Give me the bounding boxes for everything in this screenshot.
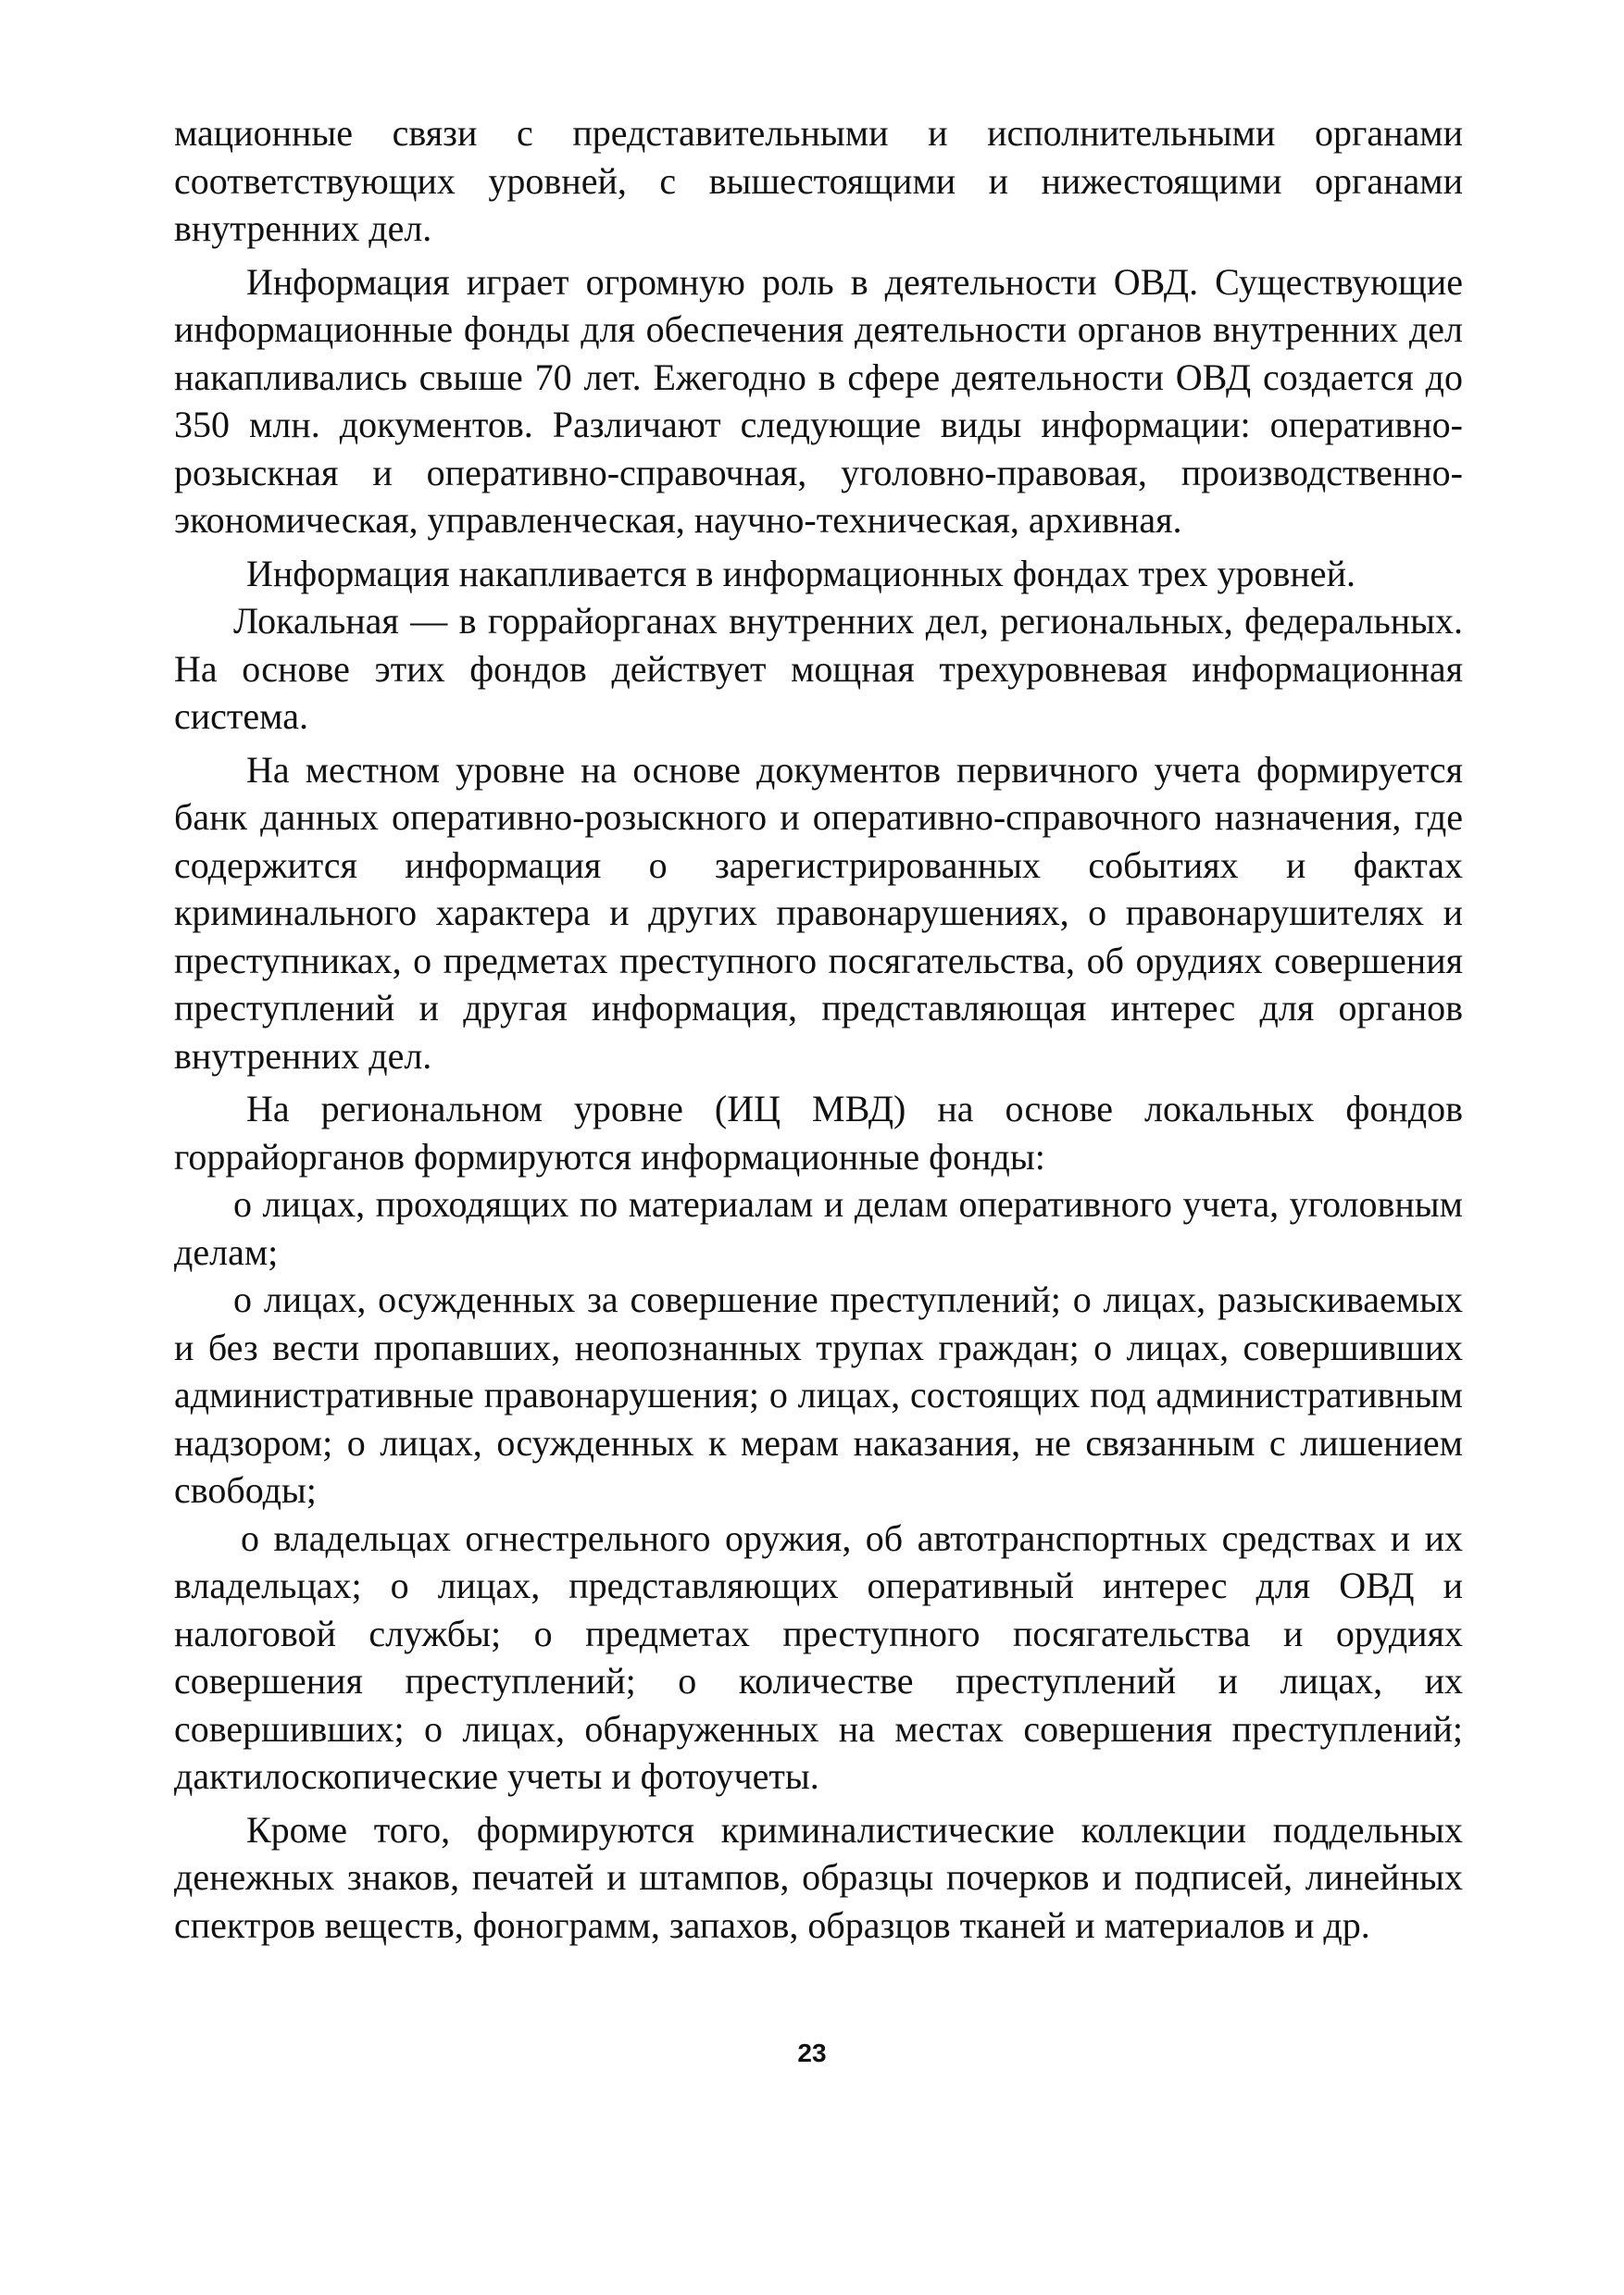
paragraph: Информация накапливается в информационных фондах трех уровней. — [246, 552, 1355, 594]
body-text — [174, 109, 1463, 1949]
paragraph: Информация играет огромную роль в деятельности ОВД. Существующие информационные фонды для обеспечения деятельности органов внутренних дел накапливались свыше 70 лет. Ежегодно в сфере деятельности ОВД создается до 350 млн. документов. Различают следующие виды информации: оперативно-розыскная и оперативно-справочная, уголовно-правовая, производственно-экономическая, управленческая, научно-техническая, архивная. — [174, 260, 1463, 541]
paragraph: На местном уровне на основе документов первичного учета формируется банк данных оперативно-розыскного и оперативно-справочного назначения, где содержится информация о зарегистрированных событиях и фактах криминального характера и других правонарушениях, о правонарушителях и преступниках, о предметах преступного посягательства, об орудиях совершения преступлений и другая информация, представляющая интерес для органов внутренних дел. — [174, 748, 1463, 1077]
page-number: 23 — [797, 2039, 827, 2067]
list-item: о лицах, проходящих по материалам и делам оперативного учета, уголовным делам; — [174, 1183, 1463, 1273]
list-item: о владельцах огнестрельного оружия, об автотранспортных средствах и их владельцах; о лицах, представляющих оперативный интерес для ОВД и налоговой службы; о предметах преступного посягательства и орудиях совершения преступлений; о количестве преступлений и лицах, их совершивших; о лицах, обнаруженных на местах совершения преступлений; дактилоскопические учеты и фотоучеты. — [174, 1516, 1463, 1797]
paragraph: На региональном уровне (ИЦ МВД) на основе локальных фондов горрайорганов формируются информационные фонды: — [174, 1088, 1463, 1178]
paragraph: Локальная — в горрайорганах внутренних дел, региональных, федеральных. На основе этих фондов действует мощная трехуровневая информационная система. — [174, 600, 1463, 737]
paragraph: Кроме того, формируются криминалистические коллекции поддельных денежных знаков, печатей и штампов, образцы почерков и подписей, линейных спектров веществ, фонограмм, запахов, образцов тканей и материалов и др. — [174, 1808, 1463, 1946]
paragraph: мационные связи с представительными и исполнительными органами соответствующих уровней, с вышестоящими и нижестоящими органами внутренних дел. — [174, 112, 1463, 249]
list-item: о лицах, осужденных за совершение преступлений; о лицах, разыскиваемых и без вести пропавших, неопознанных трупах граждан; о лицах, совершивших административные правонарушения; о лицах, состоящих под административным надзором; о лицах, осужденных к мерам наказания, не связанным с лишением свободы; — [174, 1278, 1463, 1511]
